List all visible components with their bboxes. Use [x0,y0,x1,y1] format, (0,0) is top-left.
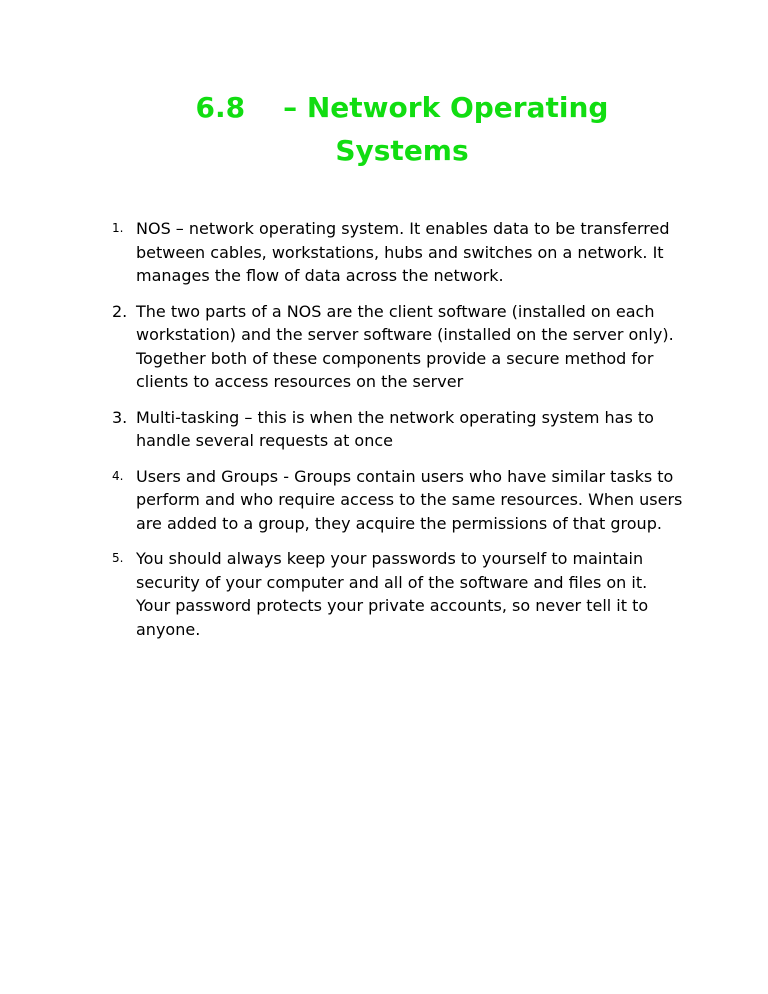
list-item [0,547,684,641]
list-item-text: NOS – network operating system. It enables data to be transferred between cables, workstations, hubs and switches on a network. It manages the flow of data across the network. [136,219,670,285]
list-item-text: You should always keep your passwords to yourself to maintain security of your computer and all of the software and files on it. Your password protects your private accounts, so never tell it to anyone. [136,549,649,639]
list-item [0,465,684,536]
list-marker: 1. [112,221,124,235]
section-number: 6.8 [195,91,246,124]
list-item [0,300,684,394]
page-title [100,86,704,172]
list-marker: 4. [112,468,124,483]
list-item-text: The two parts of a NOS are the client software (installed on each workstation) and the server software (installed on the server only). Together both of these components provide a secure method for clients to access resources on the server [136,301,674,391]
list-item-text: Multi-tasking – this is when the network operating system has to handle several requests at once [136,407,654,450]
list-item-text: Users and Groups - Groups contain users who have similar tasks to perform and who require access to the same resources. When users are added to a group, they acquire the permissions of that group. [136,466,683,533]
title-line-1: – Network Operating [283,91,609,124]
notes-list [0,217,768,653]
list-item [0,406,684,453]
list-marker: 2. [112,301,128,321]
list-marker: 5. [112,551,124,565]
list-item [0,217,684,288]
title-line-2: Systems [335,134,469,167]
list-marker: 3. [112,407,128,427]
